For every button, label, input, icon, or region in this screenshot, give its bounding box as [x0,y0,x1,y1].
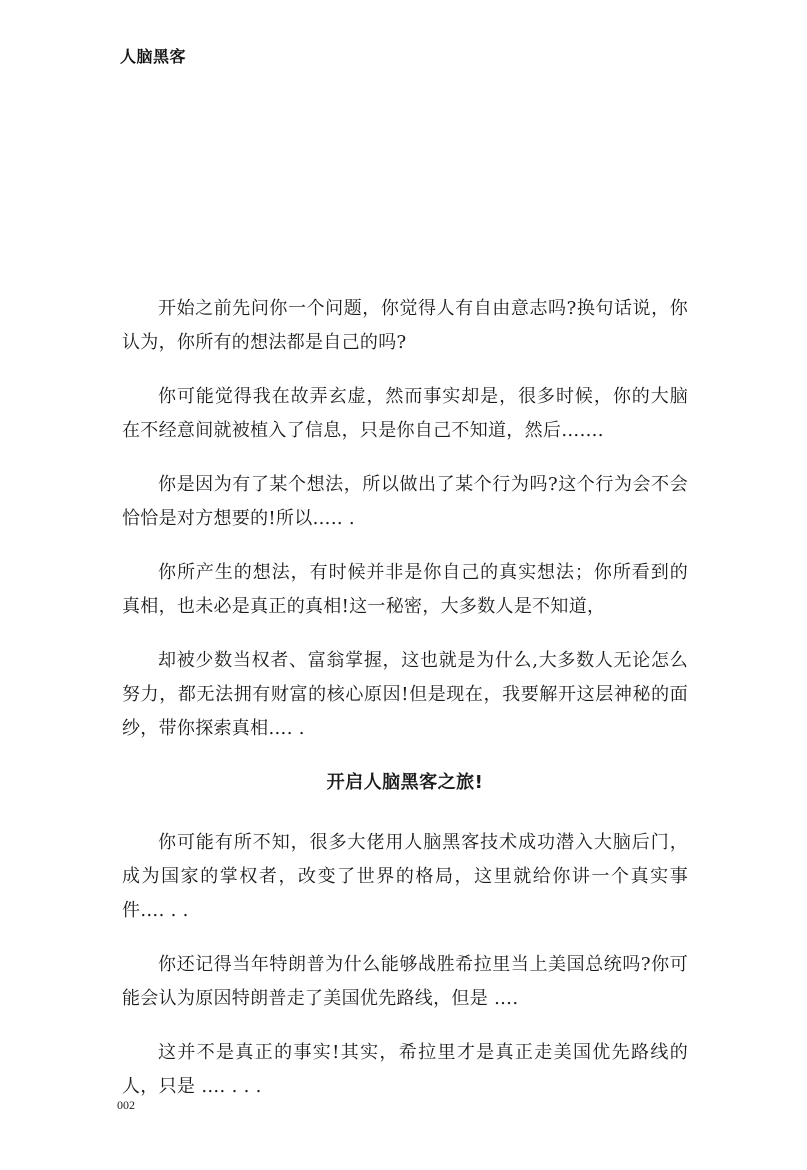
paragraph: 你还记得当年特朗普为什么能够战胜希拉里当上美国总统吗?你可能会认为原因特朗普走了美国优先路线，但是 …. [122,954,688,1009]
paragraph: 你所产生的想法，有时候并非是你自己的真实想法；你所看到的真相，也未必是真正的真相!这一秘密，大多数人是不知道， [122,562,688,617]
paragraph: 你是因为有了某个想法，所以做出了某个行为吗?这个行为会不会恰恰是对方想要的!所以….. . [122,474,688,529]
paragraph: 这并不是真正的事实!其实，希拉里才是真正走美国优先路线的人，只是 …. . . . [122,1042,688,1097]
page-body [122,292,688,1124]
paragraph: 开始之前先问你一个问题，你觉得人有自由意志吗?换句话说，你认为，你所有的想法都是自己的吗? [122,298,688,353]
running-header-book-title: 人脑黑客 [120,47,187,66]
paragraph: 你可能有所不知，很多大佬用人脑黑客技术成功潜入大脑后门，成为国家的掌权者，改变了世界的格局，这里就给你讲一个真实事件…. . . [122,832,688,921]
paragraph: 却被少数当权者、富翁掌握，这也就是为什么,大多数人无论怎么努力，都无法拥有财富的核心原因!但是现在，我要解开这层神秘的面纱，带你探索真相…. . [122,650,688,739]
section-heading: 开启人脑黑客之旅! [326,772,484,793]
paragraph: 你可能觉得我在故弄玄虚，然而事实却是，很多时候，你的大脑在不经意间就被植入了信息，只是你自己不知道，然后……. [122,386,688,441]
page-number: 002 [117,1098,135,1112]
